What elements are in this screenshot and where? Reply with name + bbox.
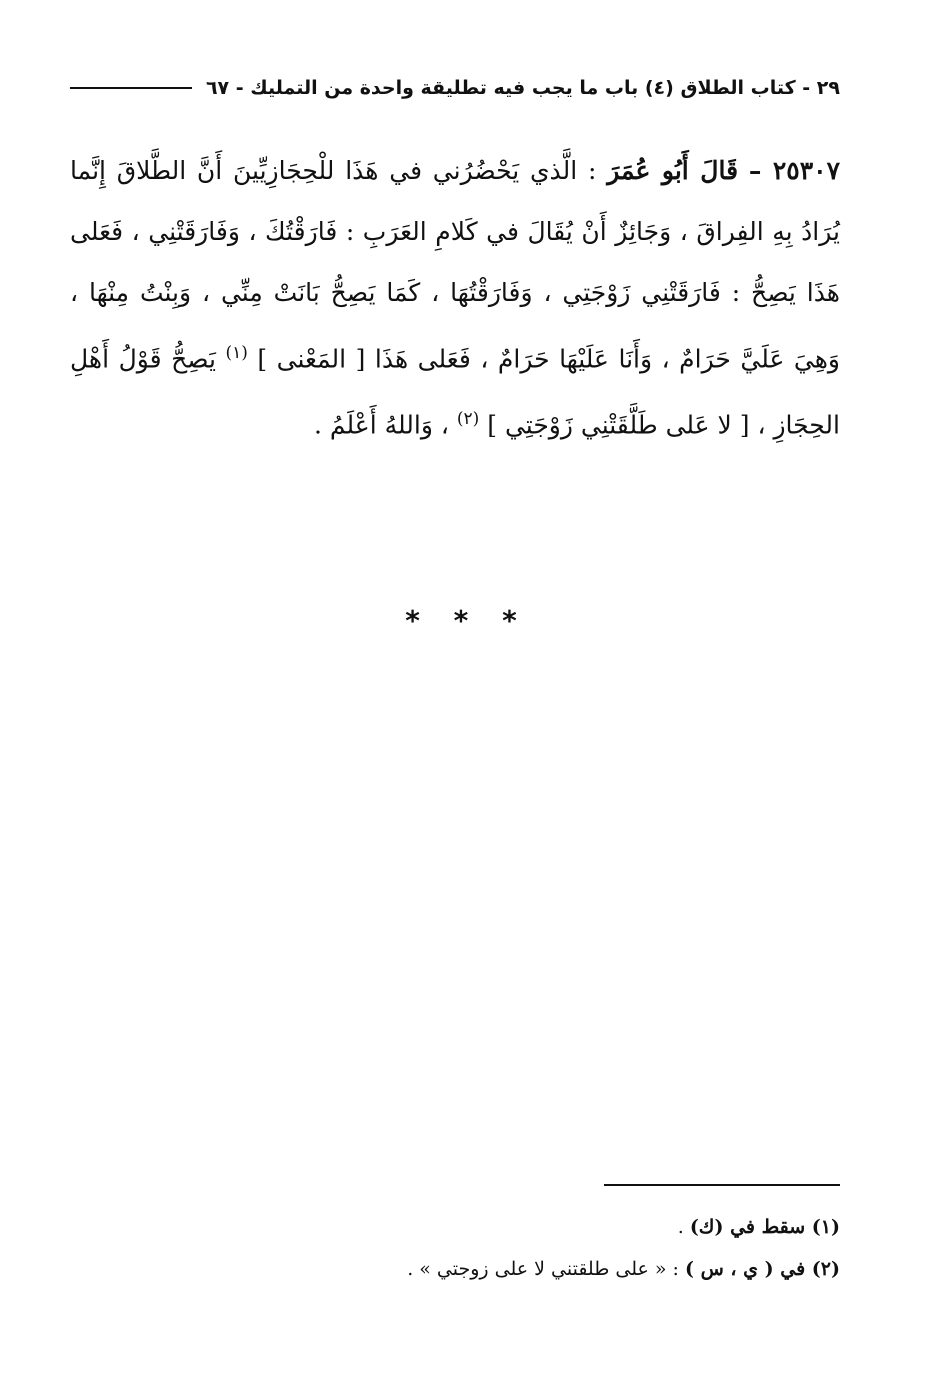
running-header — [70, 70, 840, 106]
footnote-rule — [604, 1184, 840, 1186]
paragraph-text: : الَّذي يَحْضُرُني في هَذَا للْحِجَازِيِّينَ أَنَّ الطَّلاقَ إِنَّما يُرَادُ بِهِ الفِراقَ ، وَجَائِزٌ أَنْ يُقَالَ في كَلامِ العَرَبِ : فَارَقْتُكَ ، وَفَارَقَتْنِي ، فَعَلى هَذَا يَصِحُّ : فَارَقَتْنِي زَوْجَتِي ، وَفَارَقْتُهَا ، كَمَا يَصِحُّ بَانَتْ مِنِّي ، وَبِنْتُ مِنْهَا ، وَهِيَ عَلَيَّ حَرَامٌ ، وَأَنَا عَلَيْهَا حَرَامٌ ، فَعَلى هَذَا [ المَعْنى ] — [70, 156, 841, 374]
footnote-marker-1: (١) — [225, 343, 248, 363]
footnote-1-label: (١) سقط في (ك) — [689, 1216, 840, 1238]
paragraph-number: ٢٥٣٠٧ – — [748, 156, 841, 185]
footnote-1 — [200, 1206, 840, 1248]
footnote-2 — [200, 1248, 840, 1290]
footnote-1-text: . — [677, 1216, 684, 1238]
footnote-marker-2: (٢) — [456, 409, 480, 430]
paragraph-text-2: يَصِحُّ قَوْلُ أَهْلِ الحِجَازِ ، [ لا عَلى طَلَّقَتْنِي زَوْجَتِي ] — [70, 344, 840, 440]
footnote-2-text: : « على طلقتني لا على زوجتي » . — [407, 1258, 679, 1280]
section-separator: * * * — [405, 604, 529, 637]
footnotes — [200, 1206, 840, 1290]
header-rule — [70, 87, 192, 89]
header-title: ٢٩ - كتاب الطلاق (٤) باب ما يجب فيه تطليقة واحدة من التمليك - ٦٧ — [205, 77, 840, 99]
speaker-name: قَالَ أَبُو عُمَرَ — [607, 156, 739, 185]
footnote-2-label: (٢) في ( ي ، س ) — [685, 1258, 840, 1280]
paragraph-text-3: ، وَاللهُ أَعْلَمُ . — [313, 410, 449, 440]
main-paragraph — [70, 140, 840, 456]
